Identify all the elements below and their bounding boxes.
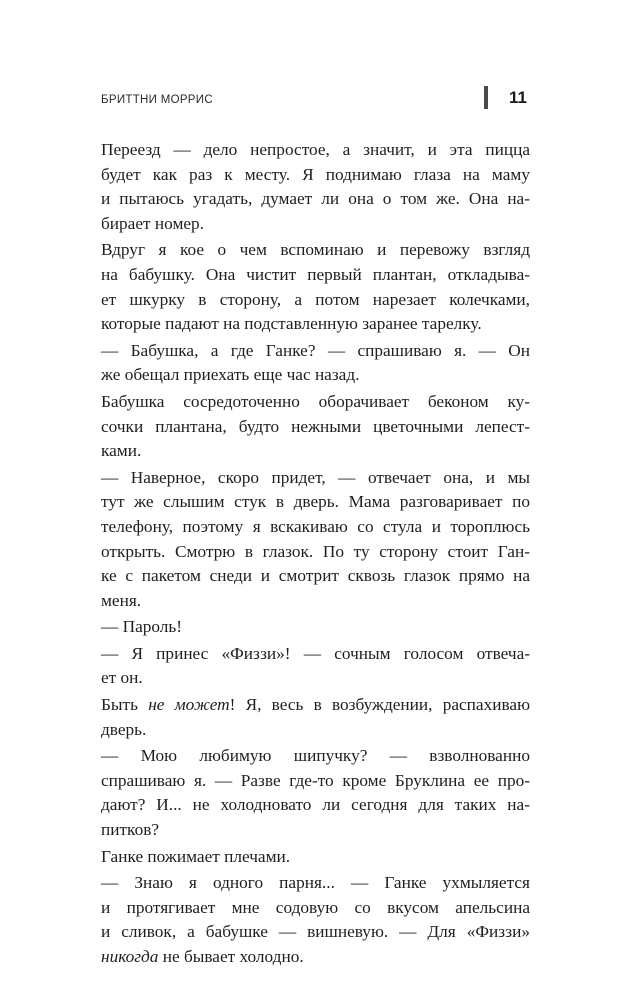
paragraph	[101, 871, 530, 969]
text-line: открыть. Смотрю в глазок. По ту сторону стоит Ган-	[101, 541, 530, 561]
text-line: же обещал приехать еще час назад.	[101, 365, 360, 385]
text-line: ет шкурку в сторону, а потом нарезает колечками,	[101, 289, 530, 309]
paragraph	[101, 642, 530, 691]
italic-emphasis: не может	[148, 695, 230, 715]
text-line: Переезд — дело непростое, а значит, и эта пицца	[101, 140, 530, 159]
header-divider	[484, 86, 488, 109]
paragraph	[101, 466, 530, 614]
text-line: на бабушку. Она чистит первый плантан, откладыва-	[101, 264, 530, 284]
text-line: которые падают на подставленную заранее тарелку.	[101, 314, 482, 334]
text-line: будет как раз к месту. Я поднимаю глаза на маму	[101, 164, 530, 184]
text-line: бирает номер.	[101, 213, 205, 233]
text-run: не бывает холодно.	[158, 947, 304, 966]
running-head-author: БРИТТНИ МОРРИС	[101, 94, 213, 106]
text-line	[101, 693, 530, 718]
text-line: спрашиваю я. — Разве где-то кроме Бруклина ее про-	[101, 770, 530, 790]
text-line: ке с пакетом снеди и смотрит сквозь глазок прямо на	[101, 566, 530, 586]
text-line: — Пароль!	[101, 617, 183, 637]
text-line: телефону, поэтому я вскакиваю со стула и тороплюсь	[101, 516, 530, 536]
paragraph	[101, 138, 530, 236]
paragraph	[101, 693, 530, 742]
text-line: дают? И... не холодновато ли сегодня для таких на-	[101, 795, 530, 815]
text-line: питков?	[101, 820, 160, 840]
text-run: Быть	[101, 695, 149, 715]
body-text	[101, 138, 530, 972]
text-run: ! Я, весь в возбуждении, распахиваю	[229, 695, 530, 715]
text-line: ет он.	[101, 668, 143, 688]
italic-emphasis: никогда	[101, 947, 159, 966]
text-line: ками.	[101, 441, 142, 461]
paragraph	[101, 615, 530, 640]
paragraph	[101, 390, 530, 464]
text-line: — Мою любимую шипучку? — взволнованно	[101, 746, 530, 766]
text-line: — Знаю я одного парня... — Ганке ухмыляется	[101, 873, 530, 893]
paragraph	[101, 339, 530, 388]
text-line: меня.	[101, 590, 142, 610]
text-line	[101, 945, 530, 970]
text-line: тут же слышим стук в дверь. Мама разговаривает по	[101, 492, 530, 512]
text-line: и сливок, а бабушке — вишневую. — Для «Физзи»	[101, 922, 530, 942]
text-line: дверь.	[101, 719, 147, 739]
text-line: Бабушка сосредоточенно оборачивает беконом ку-	[101, 391, 530, 411]
text-line: и протягивает мне содовую со вкусом апельсина	[101, 897, 530, 917]
text-line: — Бабушка, а где Ганке? — спрашиваю я. — Он	[101, 340, 530, 360]
text-line: — Наверное, скоро придет, — отвечает она, и мы	[101, 467, 530, 487]
text-line: Вдруг я кое о чем вспоминаю и перевожу взгляд	[101, 240, 530, 260]
text-line: сочки плантана, будто нежными цветочными лепест-	[101, 416, 530, 436]
paragraph	[101, 238, 530, 336]
paragraph	[101, 845, 530, 870]
paragraph	[101, 744, 530, 842]
text-line: — Я принес «Физзи»! — сочным голосом отвеча-	[101, 643, 530, 663]
text-line: Ганке пожимает плечами.	[101, 846, 291, 866]
text-line: и пытаюсь угадать, думает ли она о том же. Она на-	[101, 189, 530, 209]
page-number: 11	[509, 88, 527, 107]
